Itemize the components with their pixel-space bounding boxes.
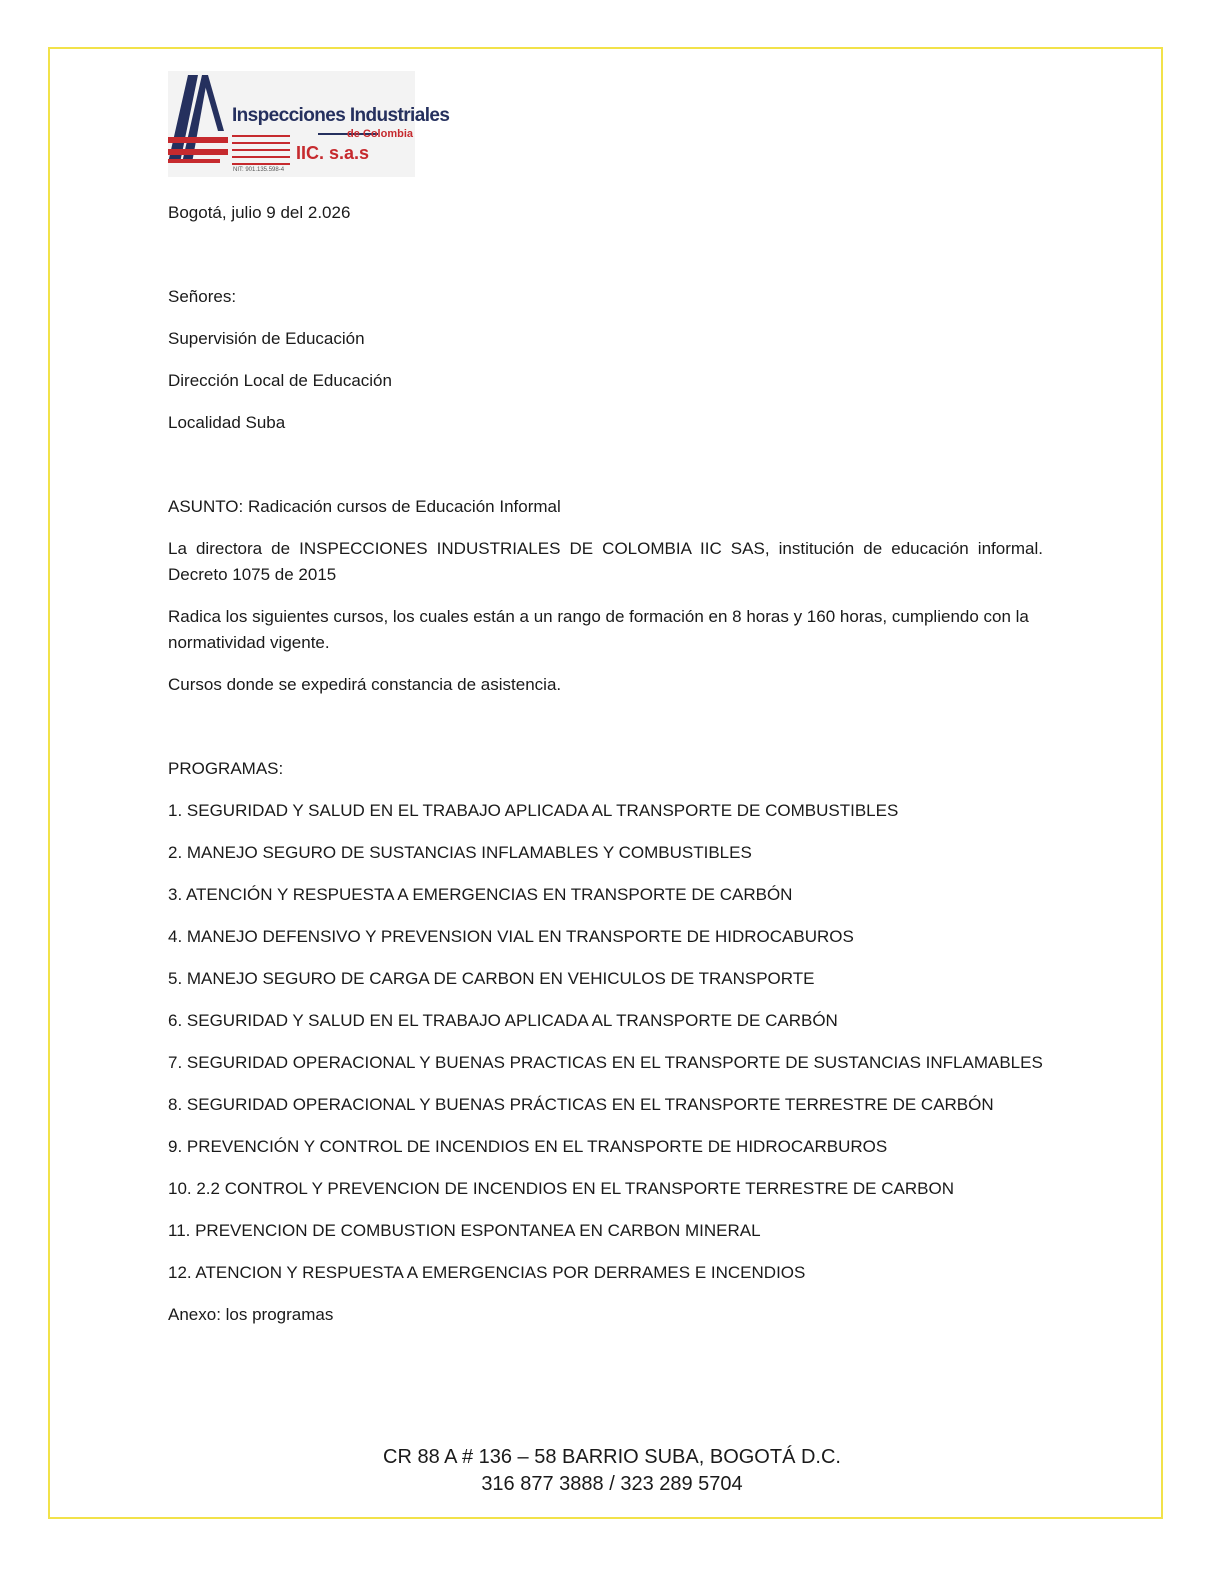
program-item: 4. MANEJO DEFENSIVO Y PREVENSION VIAL EN TRANSPORTE DE HIDROCABUROS	[168, 927, 854, 946]
intro-paragraph: La directora de INSPECCIONES INDUSTRIALES DE COLOMBIA IIC SAS, institución de educación informal. Decreto 1075 de 2015	[168, 539, 1043, 584]
programs-title: PROGRAMAS:	[168, 759, 284, 778]
footer	[0, 1444, 1224, 1498]
footer-address: CR 88 A # 136 – 58 BARRIO SUBA, BOGOTÁ D.C.	[383, 1446, 841, 1468]
letter-date: Bogotá, julio 9 del 2.026	[168, 203, 351, 222]
footer-phones: 316 877 3888 / 323 289 5704	[481, 1473, 743, 1495]
program-item: 8. SEGURIDAD OPERACIONAL Y BUENAS PRÁCTICAS EN EL TRANSPORTE TERRESTRE DE CARBÓN	[168, 1095, 994, 1114]
logo-subtitle: de Colombia	[346, 128, 413, 140]
program-item: 2. MANEJO SEGURO DE SUSTANCIAS INFLAMABLES Y COMBUSTIBLES	[168, 843, 752, 862]
salutation: Señores:	[168, 287, 237, 306]
program-item: 10. 2.2 CONTROL Y PREVENCION DE INCENDIOS EN EL TRANSPORTE TERRESTRE DE CARBON	[168, 1179, 954, 1198]
company-logo	[168, 71, 450, 177]
subject-line: ASUNTO: Radicación cursos de Educación Informal	[168, 497, 561, 516]
recipient-line: Localidad Suba	[168, 413, 286, 432]
logo-short-name: IIC. s.a.s	[296, 143, 370, 163]
program-list	[168, 798, 1043, 1286]
attendance-paragraph: Cursos donde se expedirá constancia de asistencia.	[168, 675, 562, 694]
letter-content	[168, 200, 1043, 1328]
program-item: 7. SEGURIDAD OPERACIONAL Y BUENAS PRACTICAS EN EL TRANSPORTE DE SUSTANCIAS INFLAMABLES	[168, 1053, 1043, 1072]
program-item: 3. ATENCIÓN Y RESPUESTA A EMERGENCIAS EN TRANSPORTE DE CARBÓN	[168, 885, 793, 904]
recipient-block	[168, 326, 1043, 436]
recipient-line: Dirección Local de Educación	[168, 371, 392, 390]
courses-range-paragraph: Radica los siguientes cursos, los cuales están a un rango de formación en 8 horas y 160 horas, cumpliendo con la normatividad vigente.	[168, 607, 1029, 652]
program-item: 5. MANEJO SEGURO DE CARGA DE CARBON EN VEHICULOS DE TRANSPORTE	[168, 969, 815, 988]
program-item: 1. SEGURIDAD Y SALUD EN EL TRABAJO APLICADA AL TRANSPORTE DE COMBUSTIBLES	[168, 801, 899, 820]
program-item: 9. PREVENCIÓN Y CONTROL DE INCENDIOS EN EL TRANSPORTE DE HIDROCARBUROS	[168, 1137, 888, 1156]
logo-nit: NIT: 901.135.598-4	[233, 167, 285, 173]
program-item: 12. ATENCION Y RESPUESTA A EMERGENCIAS POR DERRAMES E INCENDIOS	[168, 1263, 806, 1282]
program-item: 11. PREVENCION DE COMBUSTION ESPONTANEA EN CARBON MINERAL	[168, 1221, 761, 1240]
logo-company-name: Inspecciones Industriales	[232, 105, 450, 126]
recipient-line: Supervisión de Educación	[168, 329, 365, 348]
salutation-block	[168, 284, 1043, 310]
annex-line: Anexo: los programas	[168, 1305, 334, 1324]
program-item: 6. SEGURIDAD Y SALUD EN EL TRABAJO APLICADA AL TRANSPORTE DE CARBÓN	[168, 1011, 838, 1030]
